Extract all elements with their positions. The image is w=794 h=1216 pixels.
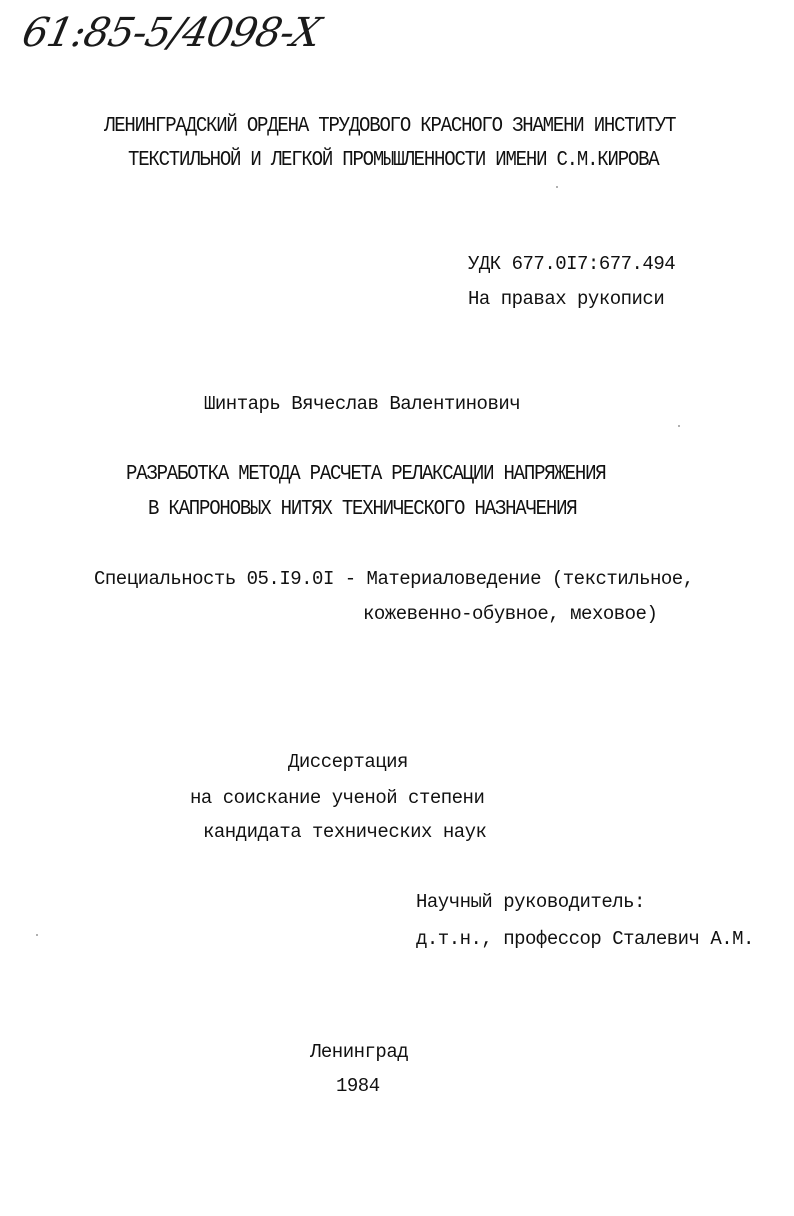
archive-number: 61:85-5/4098-X — [18, 10, 325, 56]
supervisor-label: Научный руководитель: — [416, 891, 645, 913]
institute-line-2: ТЕКСТИЛЬНОЙ И ЛЕГКОЙ ПРОМЫШЛЕННОСТИ ИМЕНИ С.М.КИРОВА — [128, 147, 659, 172]
manuscript-rights: На правах рукописи — [468, 288, 665, 310]
udc-code: УДК 677.0I7:677.494 — [468, 253, 676, 275]
title-line-1: РАЗРАБОТКА МЕТОДА РАСЧЕТА РЕЛАКСАЦИИ НАПРЯЖЕНИЯ — [126, 461, 606, 486]
institute-line-1: ЛЕНИНГРАДСКИЙ ОРДЕНА ТРУДОВОГО КРАСНОГО ЗНАМЕНИ ИНСТИТУТ — [104, 113, 676, 138]
scan-speck — [36, 934, 38, 936]
city: Ленинград — [310, 1041, 409, 1063]
title-line-2: В КАПРОНОВЫХ НИТЯХ ТЕХНИЧЕСКОГО НАЗНАЧЕНИЯ — [148, 496, 577, 521]
specialty-line-2: кожевенно-обувное, меховое) — [363, 603, 658, 625]
dissertation-field-line: кандидата технических наук — [203, 821, 487, 843]
scan-speck — [678, 425, 680, 427]
author-name: Шинтарь Вячеслав Валентинович — [204, 393, 521, 415]
dissertation-degree-line: на соискание ученой степени — [190, 787, 485, 809]
year: 1984 — [336, 1075, 380, 1097]
supervisor-name: д.т.н., профессор Сталевич А.М. — [416, 928, 754, 950]
dissertation-label: Диссертация — [288, 751, 408, 773]
scan-speck — [556, 186, 558, 188]
specialty-line-1: Специальность 05.I9.0I - Материаловедение (текстильное, — [94, 568, 694, 590]
